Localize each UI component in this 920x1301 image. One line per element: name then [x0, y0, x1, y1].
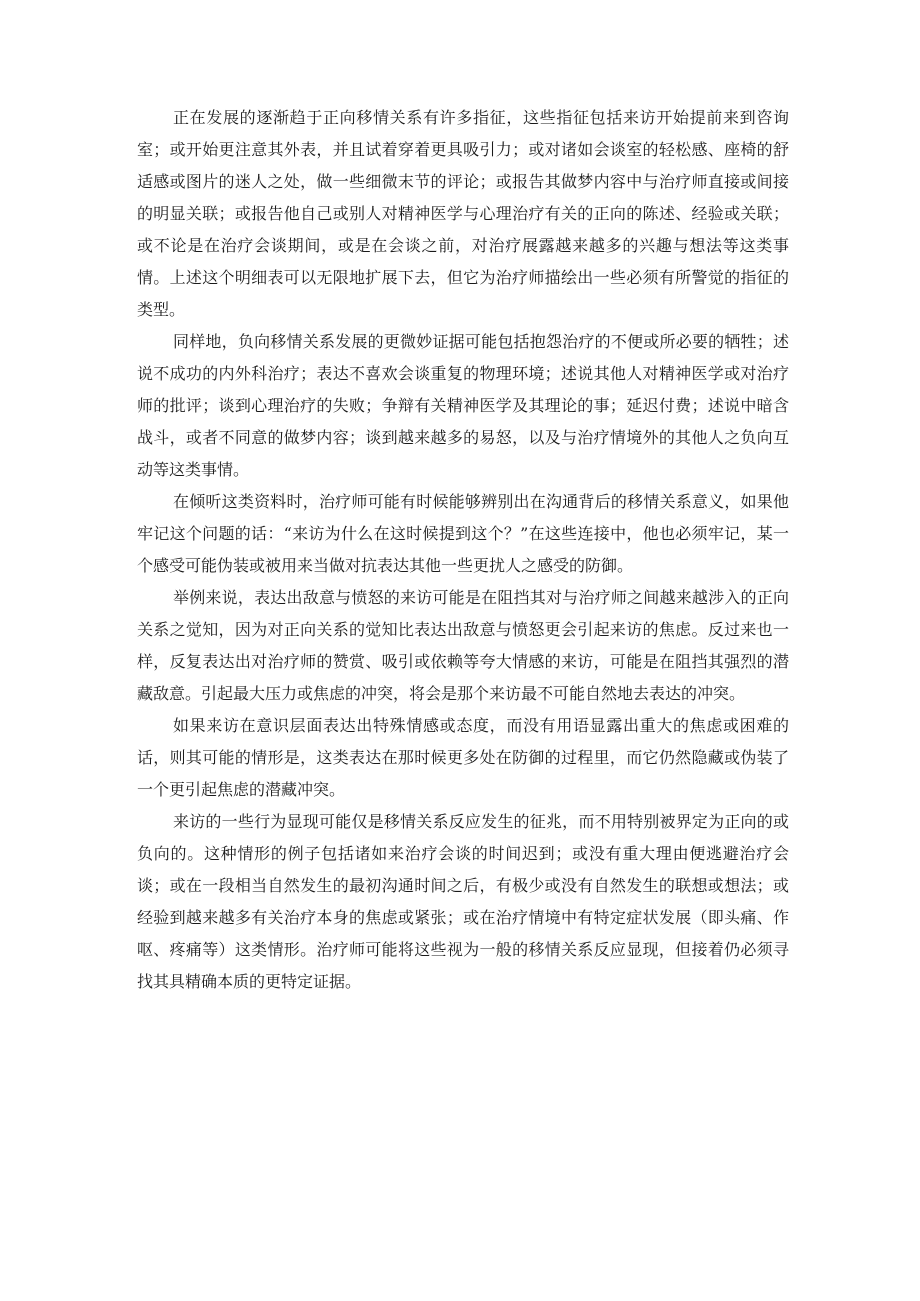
paragraph-positive-transference: 正在发展的逐渐趋于正向移情关系有许多指征，这些指征包括来访开始提前来到咨询室；或开始更注意其外表，并且试着穿着更具吸引力；或对诸如会谈室的轻松感、座椅的舒适感或图片的迷人之处，做一些细微末节的评论；或报告其做梦内容中与治疗师直接或间接的明显关联；或报告他自己或别人对精神医学与心理治疗有关的正向的陈述、经验或关联；或不论是在治疗会谈期间，或是在会谈之前，对治疗展露越来越多的兴趣与想法等这类事情。上述这个明细表可以无限地扩展下去，但它为治疗师描绘出一些必须有所警觉的指征的类型。	[137, 108, 789, 319]
document-page	[137, 102, 789, 998]
paragraph-example: 举例来说，表达出敌意与愤怒的来访可能是在阻挡其对与治疗师之间越来越涉入的正向关系之觉知，因为对正向关系的觉知比表达出敌意与愤怒更会引起来访的焦虑。反过来也一样，反复表达出对治疗师的赞赏、吸引或依赖等夸大情感的来访，可能是在阻挡其强烈的潜藏敌意。引起最大压力或焦虑的冲突，将会是那个来访最不可能自然地去表达的冲突。	[137, 588, 789, 703]
paragraph-conscious-expression: 如果来访在意识层面表达出特殊情感或态度，而没有用语显露出重大的焦虑或困难的话，则其可能的情形是，这类表达在那时候更多处在防御的过程里，而它仍然隐藏或伪装了一个更引起焦虑的潜藏冲突。	[137, 716, 789, 799]
paragraph-negative-transference: 同样地，负向移情关系发展的更微妙证据可能包括抱怨治疗的不便或所必要的牺牲；述说不成功的内外科治疗；表达不喜欢会谈重复的物理环境；述说其他人对精神医学或对治疗师的批评；谈到心理治疗的失败；争辩有关精神医学及其理论的事；延迟付费；述说中暗含战斗，或者不同意的做梦内容；谈到越来越多的易怒，以及与治疗情境外的其他人之负向互动等这类事情。	[137, 332, 789, 479]
paragraph-behavioral-signs: 来访的一些行为显现可能仅是移情关系反应发生的征兆，而不用特别被界定为正向的或负向的。这种情形的例子包括诸如来治疗会谈的时间迟到；或没有重大理由便逃避治疗会谈；或在一段相当自然发生的最初沟通时间之后，有极少或没有自然发生的联想或想法；或经验到越来越多有关治疗本身的焦虑或紧张；或在治疗情境中有特定症状发展（即头痛、作呕、疼痛等）这类情形。治疗师可能将这些视为一般的移情关系反应显现，但接着仍必须寻找其具精确本质的更特定证据。	[137, 812, 789, 991]
paragraph-listening: 在倾听这类资料时，治疗师可能有时候能够辨别出在沟通背后的移情关系意义，如果他牢记这个问题的话：“来访为什么在这时候提到这个？”在这些连接中，他也必须牢记，某一个感受可能伪装或被用来当做对抗表达其他一些更扰人之感受的防御。	[137, 492, 789, 575]
